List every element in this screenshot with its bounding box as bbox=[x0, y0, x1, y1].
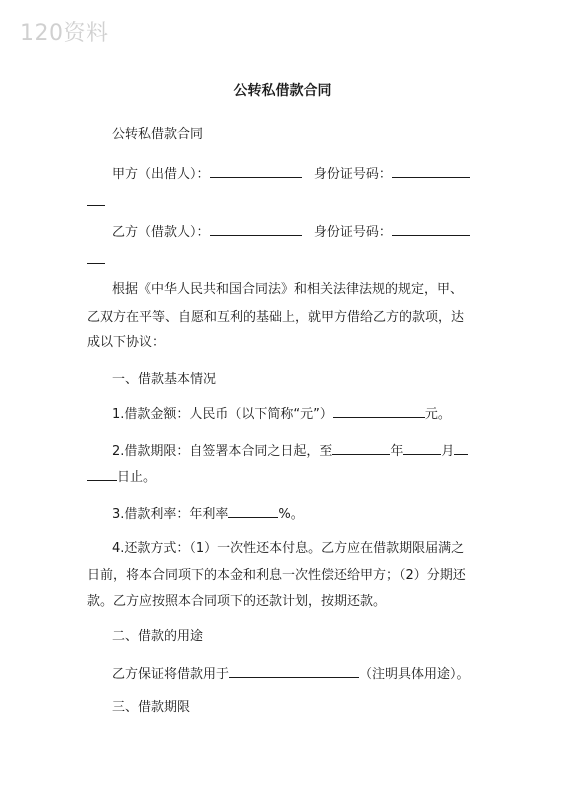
party-b-label: 乙方（借款人）： bbox=[112, 225, 210, 240]
loan-term-year-blank bbox=[332, 442, 390, 455]
loan-term-day-blank-tail bbox=[87, 468, 117, 481]
party-b-id-blank-tail bbox=[87, 251, 105, 264]
loan-amount-blank bbox=[333, 405, 425, 418]
preamble-line-1: 根据《中华人民共和国合同法》和相关法律法规的规定，甲、 bbox=[112, 282, 464, 297]
loan-purpose-line bbox=[112, 665, 470, 683]
loan-purpose-label: 乙方保证将借款用于 bbox=[112, 667, 230, 682]
party-b-id-label: 身份证号码： bbox=[313, 225, 392, 240]
loan-term-month: 月 bbox=[441, 444, 455, 459]
party-a-name-blank bbox=[210, 165, 302, 178]
loan-amount-line bbox=[112, 405, 451, 423]
loan-term-month-blank bbox=[403, 442, 441, 455]
interest-rate-label: 3.借款利率：年利率 bbox=[112, 507, 229, 522]
preamble-line-2: 乙双方在平等、自愿和互利的基础上，就甲方借给乙方的款项，达 bbox=[87, 310, 465, 325]
repayment-line-3: 款。乙方应按照本合同项下的还款计划，按期还款。 bbox=[87, 594, 387, 609]
preamble-line-3: 成以下协议： bbox=[87, 335, 166, 350]
section-1-heading: 一、借款基本情况 bbox=[112, 372, 217, 387]
section-3-heading: 三、借款期限 bbox=[112, 700, 191, 715]
loan-term-year: 年 bbox=[390, 444, 404, 459]
interest-rate-line bbox=[112, 505, 304, 523]
interest-rate-unit: %。 bbox=[278, 507, 304, 522]
party-b-name-blank bbox=[210, 223, 302, 236]
party-a-id-blank-continued bbox=[87, 193, 105, 211]
watermark: 120资料 bbox=[20, 21, 109, 46]
document-title: 公转私借款合同 bbox=[233, 83, 332, 99]
loan-term-label: 2.借款期限：自签署本合同之日起，至 bbox=[112, 444, 333, 459]
interest-rate-blank bbox=[228, 505, 278, 518]
loan-purpose-note: （注明具体用途）。 bbox=[359, 667, 470, 682]
party-b-id-blank bbox=[392, 223, 470, 236]
loan-amount-label: 1.借款金额：人民币（以下简称“元”） bbox=[112, 407, 333, 422]
loan-term-day-blank bbox=[454, 442, 468, 455]
party-a-id-blank bbox=[392, 165, 470, 178]
party-b-id-blank-continued bbox=[87, 251, 105, 269]
section-2-heading: 二、借款的用途 bbox=[112, 629, 204, 644]
document-subtitle: 公转私借款合同 bbox=[112, 127, 204, 142]
loan-term-line-2 bbox=[87, 468, 156, 486]
repayment-line-2: 日前，将本合同项下的本金和利息一次性偿还给甲方；（2）分期还 bbox=[87, 568, 466, 583]
party-a-id-label: 身份证号码： bbox=[313, 167, 392, 182]
loan-term-day: 日止。 bbox=[117, 470, 157, 485]
party-a-id-blank-tail bbox=[87, 193, 105, 206]
party-a-line bbox=[112, 165, 470, 183]
loan-term-line bbox=[112, 442, 468, 460]
repayment-line-1: 4.还款方式：（1）一次性还本付息。乙方应在借款期限届满之 bbox=[112, 541, 465, 556]
party-a-label: 甲方（出借人）： bbox=[112, 167, 210, 182]
loan-amount-unit: 元。 bbox=[424, 407, 451, 422]
loan-purpose-blank bbox=[229, 665, 359, 678]
party-b-line bbox=[112, 223, 470, 241]
